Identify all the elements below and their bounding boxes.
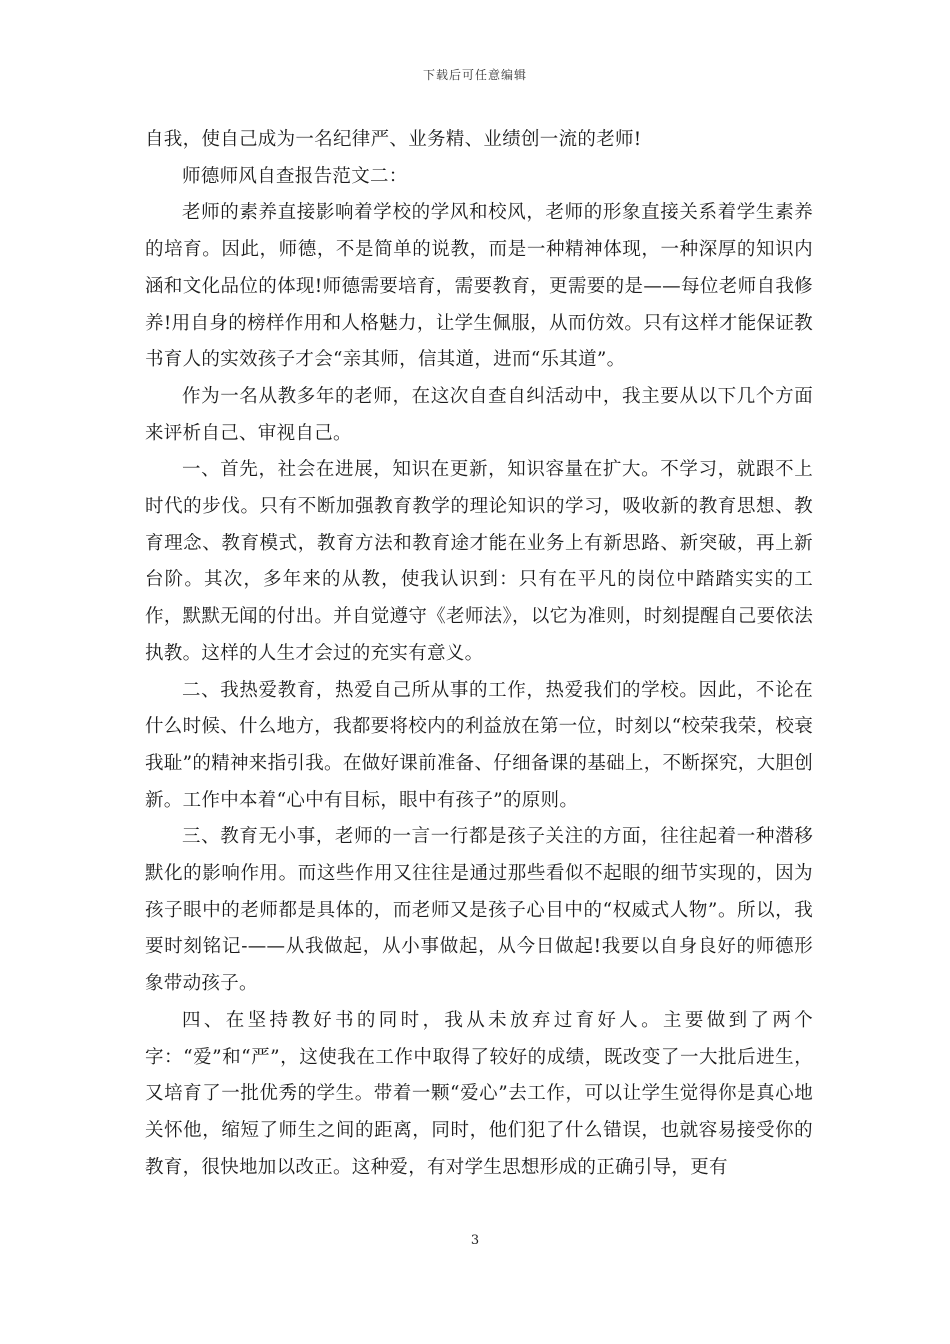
paragraph-point-3: 三、教育无小事，老师的一言一行都是孩子关注的方面，往往起着一种潜移默化的影响作用。而这些作用又往往是通过那些看似不起眼的细节实现的，因为孩子眼中的老师都是具体的，而老师又是孩子心目中的“权威式人物”。所以，我要时刻铭记-——从我做起，从小事做起，从今日做起!我要以自身良好的师德形象带动孩子。 [145, 826, 813, 995]
paragraph-continuation: 自我，使自己成为一名纪律严、业务精、业绩创一流的老师! [145, 129, 642, 150]
paragraph-point-2: 二、我热爱教育，热爱自己所从事的工作，热爱我们的学校。因此，不论在什么时候、什么地方，我都要将校内的利益放在第一位，时刻以“校荣我荣，校衰我耻”的精神来指引我。在做好课前准备、仔细备课的基础上，不断探究，大胆创新。工作中本着“心中有目标，眼中有孩子”的原则。 [145, 679, 813, 811]
paragraph-intro: 老师的素养直接影响着学校的学风和校风，老师的形象直接关系着学生素养的培育。因此，师德，不是简单的说教，而是一种精神体现，一种深厚的知识内涵和文化品位的体现!师德需要培育，需要教育，更需要的是——每位老师自我修养!用自身的榜样作用和人格魅力，让学生佩服，从而仿效。只有这样才能保证教书育人的实效孩子才会“亲其师，信其道，进而“乐其道”。 [145, 202, 813, 371]
page-number: 3 [470, 1233, 480, 1248]
section-heading: 师德师风自查报告范文二： [182, 165, 408, 187]
paragraph-overview: 作为一名从教多年的老师，在这次自查自纠活动中，我主要从以下几个方面来评析自己、审视自己。 [145, 385, 813, 444]
paragraph-point-4: 四、在坚持教好书的同时，我从未放弃过育好人。主要做到了两个字：“爱”和“严”，这使我在工作中取得了较好的成绩，既改变了一大批后进生，又培育了一批优秀的学生。带着一颗“爱心”去工作，可以让学生觉得你是真心地关怀他，缩短了师生之间的距离，同时，他们犯了什么错误，也就容易接受你的教育，很快地加以改正。这种爱，有对学生思想形成的正确引导，更有 [145, 1009, 813, 1178]
page-header: 下载后可任意编辑 [422, 68, 527, 82]
document-body [145, 122, 813, 1186]
paragraph-point-1: 一、首先，社会在进展，知识在更新，知识容量在扩大。不学习，就跟不上时代的步伐。只有不断加强教育教学的理论知识的学习，吸收新的教育思想、教育理念、教育模式，教育方法和教育途才能在业务上有新思路、新突破，再上新台阶。其次，多年来的从教，使我认识到：只有在平凡的岗位中踏踏实实的工作，默默无闻的付出。并自觉遵守《老师法》，以它为准则，时刻提醒自己要依法执教。这样的人生才会过的充实有意义。 [145, 459, 813, 664]
